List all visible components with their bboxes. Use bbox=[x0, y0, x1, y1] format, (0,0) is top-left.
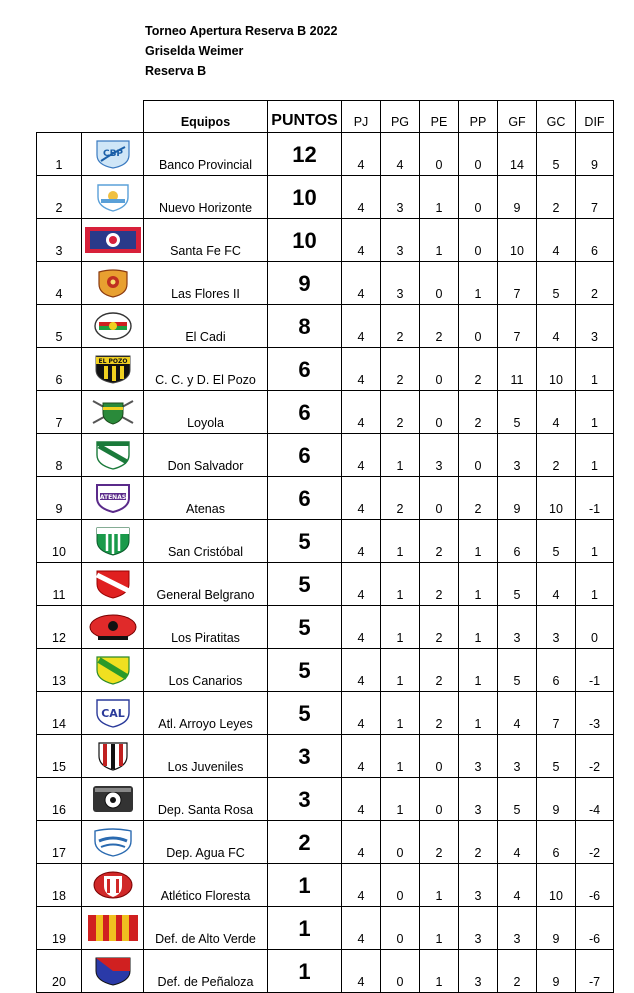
gc-cell: 3 bbox=[537, 606, 576, 649]
points-cell: 1 bbox=[268, 950, 342, 993]
position-cell: 9 bbox=[37, 477, 82, 520]
agua-shield-icon bbox=[84, 826, 142, 858]
cristobal-shield-icon bbox=[84, 525, 142, 557]
table-row bbox=[37, 262, 614, 305]
dif-cell: -1 bbox=[576, 649, 614, 692]
team-name-cell: Los Juveniles bbox=[144, 735, 268, 778]
gf-cell: 14 bbox=[498, 133, 537, 176]
altoverde-flag-icon bbox=[84, 912, 142, 944]
table-row bbox=[37, 735, 614, 778]
points-cell: 6 bbox=[268, 477, 342, 520]
team-logo-cell bbox=[82, 391, 144, 434]
pp-cell: 1 bbox=[459, 262, 498, 305]
header-pj: PJ bbox=[342, 101, 381, 133]
pj-cell: 4 bbox=[342, 821, 381, 864]
table-row bbox=[37, 477, 614, 520]
points-cell: 1 bbox=[268, 864, 342, 907]
team-name-cell: Las Flores II bbox=[144, 262, 268, 305]
header-gf: GF bbox=[498, 101, 537, 133]
points-cell: 12 bbox=[268, 133, 342, 176]
position-cell: 11 bbox=[37, 563, 82, 606]
pe-cell: 1 bbox=[420, 219, 459, 262]
gc-cell: 9 bbox=[537, 907, 576, 950]
gc-cell: 6 bbox=[537, 649, 576, 692]
team-name-cell: Los Canarios bbox=[144, 649, 268, 692]
points-cell: 6 bbox=[268, 348, 342, 391]
points-cell: 5 bbox=[268, 563, 342, 606]
pp-cell: 0 bbox=[459, 133, 498, 176]
pp-cell: 2 bbox=[459, 391, 498, 434]
team-logo-cell bbox=[82, 477, 144, 520]
points-cell: 6 bbox=[268, 434, 342, 477]
document-title: Torneo Apertura Reserva B 2022 bbox=[145, 24, 338, 38]
pe-cell: 2 bbox=[420, 563, 459, 606]
pg-cell: 1 bbox=[381, 649, 420, 692]
team-logo-cell bbox=[82, 692, 144, 735]
pg-cell: 0 bbox=[381, 907, 420, 950]
team-name-cell: Def. de Alto Verde bbox=[144, 907, 268, 950]
pp-cell: 1 bbox=[459, 606, 498, 649]
team-name-cell: Santa Fe FC bbox=[144, 219, 268, 262]
salvador-shield-icon bbox=[84, 439, 142, 471]
gf-cell: 7 bbox=[498, 262, 537, 305]
pe-cell: 1 bbox=[420, 864, 459, 907]
pg-cell: 2 bbox=[381, 391, 420, 434]
gc-cell: 5 bbox=[537, 520, 576, 563]
points-cell: 5 bbox=[268, 692, 342, 735]
position-cell: 14 bbox=[37, 692, 82, 735]
gf-cell: 3 bbox=[498, 907, 537, 950]
team-name-cell: Los Piratitas bbox=[144, 606, 268, 649]
pp-cell: 2 bbox=[459, 348, 498, 391]
author-name: Griselda Weimer bbox=[145, 44, 244, 58]
team-logo-cell bbox=[82, 348, 144, 391]
pp-cell: 0 bbox=[459, 219, 498, 262]
gf-cell: 2 bbox=[498, 950, 537, 993]
team-name-cell: Dep. Agua FC bbox=[144, 821, 268, 864]
loyola-swords-icon bbox=[84, 396, 142, 428]
pj-cell: 4 bbox=[342, 735, 381, 778]
pe-cell: 0 bbox=[420, 262, 459, 305]
pj-cell: 4 bbox=[342, 649, 381, 692]
canarios-shield-icon bbox=[84, 654, 142, 686]
points-cell: 10 bbox=[268, 219, 342, 262]
table-row bbox=[37, 219, 614, 262]
table-row bbox=[37, 821, 614, 864]
pg-cell: 0 bbox=[381, 821, 420, 864]
pe-cell: 0 bbox=[420, 477, 459, 520]
pj-cell: 4 bbox=[342, 305, 381, 348]
category-label: Reserva B bbox=[145, 64, 207, 78]
table-row bbox=[37, 778, 614, 821]
svg-text:CAL: CAL bbox=[100, 707, 125, 720]
pozo-shield-icon bbox=[84, 353, 142, 385]
arroyo-shield-icon bbox=[84, 697, 142, 729]
pp-cell: 3 bbox=[459, 864, 498, 907]
pg-cell: 2 bbox=[381, 348, 420, 391]
position-cell: 8 bbox=[37, 434, 82, 477]
gc-cell: 4 bbox=[537, 563, 576, 606]
pp-cell: 0 bbox=[459, 434, 498, 477]
team-logo-cell bbox=[82, 563, 144, 606]
position-cell: 3 bbox=[37, 219, 82, 262]
team-logo-cell bbox=[82, 176, 144, 219]
table-row bbox=[37, 348, 614, 391]
pj-cell: 4 bbox=[342, 692, 381, 735]
position-cell: 1 bbox=[37, 133, 82, 176]
position-cell: 4 bbox=[37, 262, 82, 305]
position-cell: 2 bbox=[37, 176, 82, 219]
team-name-cell: Atlético Floresta bbox=[144, 864, 268, 907]
pj-cell: 4 bbox=[342, 219, 381, 262]
pg-cell: 0 bbox=[381, 864, 420, 907]
gf-cell: 7 bbox=[498, 305, 537, 348]
team-name-cell: Don Salvador bbox=[144, 434, 268, 477]
position-cell: 20 bbox=[37, 950, 82, 993]
dif-cell: -6 bbox=[576, 907, 614, 950]
gc-cell: 5 bbox=[537, 262, 576, 305]
dif-cell: 2 bbox=[576, 262, 614, 305]
pp-cell: 3 bbox=[459, 950, 498, 993]
points-cell: 10 bbox=[268, 176, 342, 219]
header-dif: DIF bbox=[576, 101, 614, 133]
piratitas-badge-icon bbox=[84, 611, 142, 643]
pj-cell: 4 bbox=[342, 864, 381, 907]
santarosa-badge-icon bbox=[84, 783, 142, 815]
points-cell: 3 bbox=[268, 778, 342, 821]
table-header-row bbox=[37, 101, 614, 133]
pg-cell: 1 bbox=[381, 520, 420, 563]
gc-cell: 4 bbox=[537, 305, 576, 348]
gc-cell: 10 bbox=[537, 477, 576, 520]
pg-cell: 2 bbox=[381, 305, 420, 348]
pe-cell: 2 bbox=[420, 520, 459, 563]
team-logo-cell bbox=[82, 950, 144, 993]
dif-cell: 1 bbox=[576, 391, 614, 434]
team-name-cell: Nuevo Horizonte bbox=[144, 176, 268, 219]
team-name-cell: General Belgrano bbox=[144, 563, 268, 606]
gf-cell: 10 bbox=[498, 219, 537, 262]
gc-cell: 4 bbox=[537, 391, 576, 434]
team-logo-cell bbox=[82, 133, 144, 176]
flores-badge-icon bbox=[84, 267, 142, 299]
table-row bbox=[37, 907, 614, 950]
table-row bbox=[37, 649, 614, 692]
svg-text:ATENAS: ATENAS bbox=[99, 494, 126, 501]
pe-cell: 2 bbox=[420, 692, 459, 735]
header-points: PUNTOS bbox=[268, 101, 342, 133]
dif-cell: -7 bbox=[576, 950, 614, 993]
dif-cell: 1 bbox=[576, 563, 614, 606]
dif-cell: 0 bbox=[576, 606, 614, 649]
gc-cell: 9 bbox=[537, 950, 576, 993]
position-cell: 17 bbox=[37, 821, 82, 864]
pe-cell: 0 bbox=[420, 778, 459, 821]
points-cell: 1 bbox=[268, 907, 342, 950]
team-name-cell: Dep. Santa Rosa bbox=[144, 778, 268, 821]
position-cell: 15 bbox=[37, 735, 82, 778]
pp-cell: 3 bbox=[459, 735, 498, 778]
pj-cell: 4 bbox=[342, 176, 381, 219]
dif-cell: -3 bbox=[576, 692, 614, 735]
pj-cell: 4 bbox=[342, 262, 381, 305]
pe-cell: 2 bbox=[420, 606, 459, 649]
team-logo-cell bbox=[82, 778, 144, 821]
gf-cell: 5 bbox=[498, 391, 537, 434]
team-logo-cell bbox=[82, 520, 144, 563]
team-name-cell: C. C. y D. El Pozo bbox=[144, 348, 268, 391]
pg-cell: 4 bbox=[381, 133, 420, 176]
pe-cell: 2 bbox=[420, 821, 459, 864]
points-cell: 8 bbox=[268, 305, 342, 348]
points-cell: 9 bbox=[268, 262, 342, 305]
pg-cell: 0 bbox=[381, 950, 420, 993]
pp-cell: 2 bbox=[459, 477, 498, 520]
gf-cell: 3 bbox=[498, 735, 537, 778]
team-logo-cell bbox=[82, 262, 144, 305]
header-blank-logo bbox=[82, 101, 144, 133]
gf-cell: 11 bbox=[498, 348, 537, 391]
pg-cell: 1 bbox=[381, 563, 420, 606]
pp-cell: 3 bbox=[459, 778, 498, 821]
gc-cell: 5 bbox=[537, 133, 576, 176]
pj-cell: 4 bbox=[342, 950, 381, 993]
header-team: Equipos bbox=[144, 101, 268, 133]
points-cell: 3 bbox=[268, 735, 342, 778]
belgrano-shield-icon bbox=[84, 568, 142, 600]
table-row bbox=[37, 133, 614, 176]
gf-cell: 6 bbox=[498, 520, 537, 563]
gc-cell: 2 bbox=[537, 176, 576, 219]
cbp-shield-icon bbox=[84, 138, 142, 170]
pj-cell: 4 bbox=[342, 520, 381, 563]
pj-cell: 4 bbox=[342, 391, 381, 434]
gf-cell: 4 bbox=[498, 821, 537, 864]
team-logo-cell bbox=[82, 434, 144, 477]
cadi-round-icon bbox=[84, 310, 142, 342]
gc-cell: 9 bbox=[537, 778, 576, 821]
position-cell: 5 bbox=[37, 305, 82, 348]
pg-cell: 1 bbox=[381, 735, 420, 778]
svg-text:CBP: CBP bbox=[102, 149, 123, 159]
points-cell: 2 bbox=[268, 821, 342, 864]
points-cell: 5 bbox=[268, 520, 342, 563]
pe-cell: 2 bbox=[420, 649, 459, 692]
pg-cell: 3 bbox=[381, 262, 420, 305]
dif-cell: -2 bbox=[576, 821, 614, 864]
pp-cell: 1 bbox=[459, 563, 498, 606]
pp-cell: 1 bbox=[459, 692, 498, 735]
table-row bbox=[37, 434, 614, 477]
juveniles-shield-icon bbox=[84, 740, 142, 772]
team-logo-cell bbox=[82, 735, 144, 778]
table-row bbox=[37, 305, 614, 348]
pj-cell: 4 bbox=[342, 133, 381, 176]
gf-cell: 5 bbox=[498, 563, 537, 606]
pj-cell: 4 bbox=[342, 434, 381, 477]
team-name-cell: Banco Provincial bbox=[144, 133, 268, 176]
pe-cell: 2 bbox=[420, 305, 459, 348]
dif-cell: -6 bbox=[576, 864, 614, 907]
table-row bbox=[37, 606, 614, 649]
team-logo-cell bbox=[82, 305, 144, 348]
team-name-cell: Def. de Peñaloza bbox=[144, 950, 268, 993]
pj-cell: 4 bbox=[342, 348, 381, 391]
table-row bbox=[37, 520, 614, 563]
gf-cell: 4 bbox=[498, 692, 537, 735]
team-logo-cell bbox=[82, 907, 144, 950]
pp-cell: 1 bbox=[459, 520, 498, 563]
pg-cell: 1 bbox=[381, 692, 420, 735]
gc-cell: 6 bbox=[537, 821, 576, 864]
team-name-cell: Loyola bbox=[144, 391, 268, 434]
table-row bbox=[37, 176, 614, 219]
floresta-badge-icon bbox=[84, 869, 142, 901]
pg-cell: 1 bbox=[381, 434, 420, 477]
dif-cell: 1 bbox=[576, 434, 614, 477]
pp-cell: 1 bbox=[459, 649, 498, 692]
table-row bbox=[37, 391, 614, 434]
position-cell: 12 bbox=[37, 606, 82, 649]
position-cell: 6 bbox=[37, 348, 82, 391]
pp-cell: 0 bbox=[459, 305, 498, 348]
table-row bbox=[37, 950, 614, 993]
pe-cell: 1 bbox=[420, 907, 459, 950]
gc-cell: 10 bbox=[537, 348, 576, 391]
penaloza-shield-icon bbox=[84, 955, 142, 987]
team-logo-cell bbox=[82, 864, 144, 907]
horizonte-shield-icon bbox=[84, 181, 142, 213]
dif-cell: 1 bbox=[576, 348, 614, 391]
points-cell: 6 bbox=[268, 391, 342, 434]
pe-cell: 0 bbox=[420, 735, 459, 778]
team-name-cell: Atl. Arroyo Leyes bbox=[144, 692, 268, 735]
dif-cell: -2 bbox=[576, 735, 614, 778]
position-cell: 19 bbox=[37, 907, 82, 950]
header-pg: PG bbox=[381, 101, 420, 133]
header-gc: GC bbox=[537, 101, 576, 133]
team-logo-cell bbox=[82, 821, 144, 864]
team-name-cell: Atenas bbox=[144, 477, 268, 520]
santafe-banner-icon bbox=[84, 224, 142, 256]
team-logo-cell bbox=[82, 219, 144, 262]
team-logo-cell bbox=[82, 649, 144, 692]
pe-cell: 1 bbox=[420, 176, 459, 219]
dif-cell: 9 bbox=[576, 133, 614, 176]
gf-cell: 5 bbox=[498, 778, 537, 821]
pe-cell: 0 bbox=[420, 348, 459, 391]
header-pp: PP bbox=[459, 101, 498, 133]
position-cell: 10 bbox=[37, 520, 82, 563]
pe-cell: 3 bbox=[420, 434, 459, 477]
svg-text:EL POZO: EL POZO bbox=[98, 358, 127, 365]
gf-cell: 9 bbox=[498, 477, 537, 520]
pp-cell: 2 bbox=[459, 821, 498, 864]
dif-cell: -4 bbox=[576, 778, 614, 821]
gf-cell: 4 bbox=[498, 864, 537, 907]
pg-cell: 3 bbox=[381, 219, 420, 262]
atenas-shield-icon bbox=[84, 482, 142, 514]
standings-table bbox=[36, 100, 614, 993]
gc-cell: 7 bbox=[537, 692, 576, 735]
pg-cell: 3 bbox=[381, 176, 420, 219]
dif-cell: 1 bbox=[576, 520, 614, 563]
gf-cell: 5 bbox=[498, 649, 537, 692]
dif-cell: 6 bbox=[576, 219, 614, 262]
pp-cell: 0 bbox=[459, 176, 498, 219]
table-row bbox=[37, 692, 614, 735]
pj-cell: 4 bbox=[342, 477, 381, 520]
position-cell: 16 bbox=[37, 778, 82, 821]
gf-cell: 3 bbox=[498, 434, 537, 477]
position-cell: 18 bbox=[37, 864, 82, 907]
dif-cell: 7 bbox=[576, 176, 614, 219]
pp-cell: 3 bbox=[459, 907, 498, 950]
pg-cell: 2 bbox=[381, 477, 420, 520]
table-row bbox=[37, 563, 614, 606]
position-cell: 13 bbox=[37, 649, 82, 692]
pj-cell: 4 bbox=[342, 778, 381, 821]
gf-cell: 3 bbox=[498, 606, 537, 649]
team-logo-cell bbox=[82, 606, 144, 649]
position-cell: 7 bbox=[37, 391, 82, 434]
gc-cell: 5 bbox=[537, 735, 576, 778]
gc-cell: 10 bbox=[537, 864, 576, 907]
gc-cell: 2 bbox=[537, 434, 576, 477]
header-pe: PE bbox=[420, 101, 459, 133]
header-blank-pos bbox=[37, 101, 82, 133]
gf-cell: 9 bbox=[498, 176, 537, 219]
team-name-cell: El Cadi bbox=[144, 305, 268, 348]
pj-cell: 4 bbox=[342, 907, 381, 950]
pg-cell: 1 bbox=[381, 606, 420, 649]
pj-cell: 4 bbox=[342, 563, 381, 606]
team-name-cell: San Cristóbal bbox=[144, 520, 268, 563]
dif-cell: 3 bbox=[576, 305, 614, 348]
gc-cell: 4 bbox=[537, 219, 576, 262]
pe-cell: 1 bbox=[420, 950, 459, 993]
pg-cell: 1 bbox=[381, 778, 420, 821]
pj-cell: 4 bbox=[342, 606, 381, 649]
points-cell: 5 bbox=[268, 606, 342, 649]
dif-cell: -1 bbox=[576, 477, 614, 520]
pe-cell: 0 bbox=[420, 391, 459, 434]
table-row bbox=[37, 864, 614, 907]
pe-cell: 0 bbox=[420, 133, 459, 176]
points-cell: 5 bbox=[268, 649, 342, 692]
